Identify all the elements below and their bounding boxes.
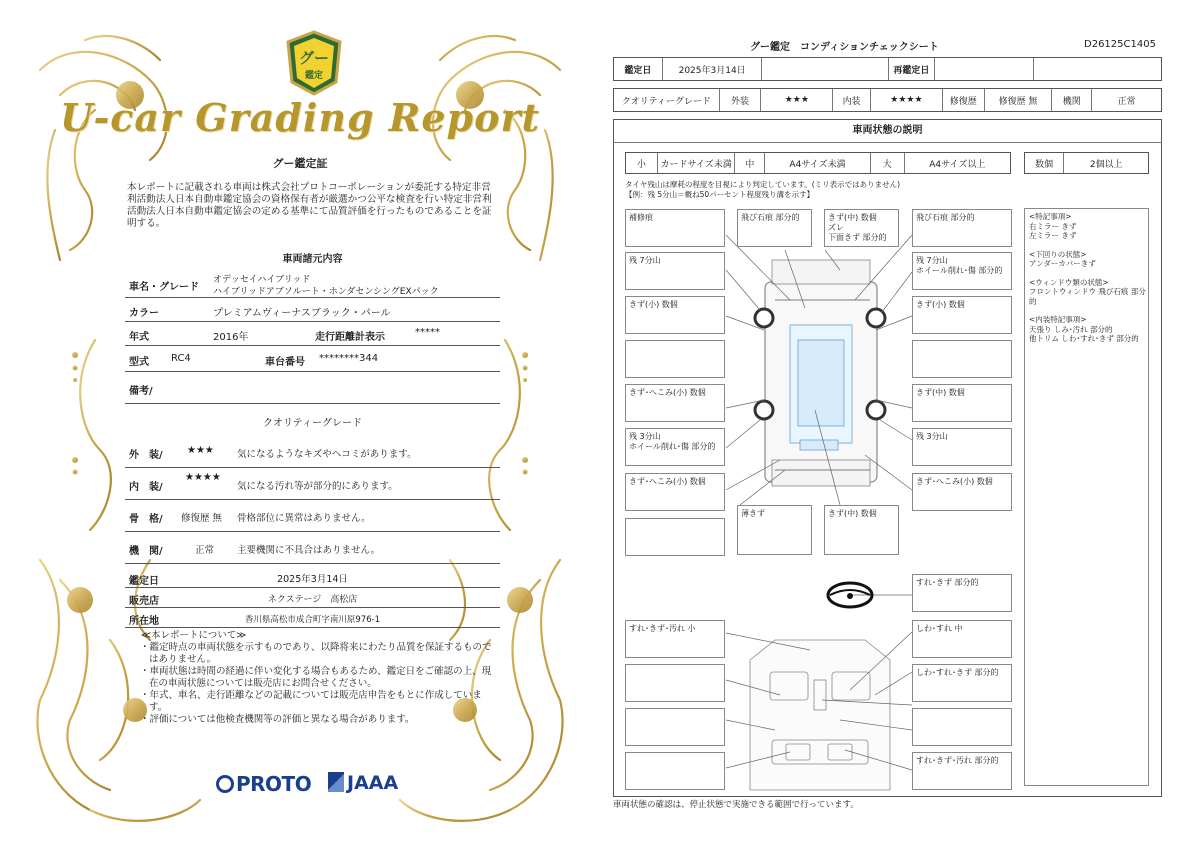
damage-box-front-right-tire: 残 7分山 ホイール削れ･傷 部分的 bbox=[912, 252, 1012, 290]
damage-box-rear-left-tire: 残 3分山 ホイール削れ･傷 部分的 bbox=[625, 428, 725, 466]
note-item: ・評価については他検査機関等の評価と異なる場合があります。 bbox=[140, 714, 415, 725]
appraisal-row-shop: 販売店 ネクステージ 高松店 bbox=[125, 588, 500, 608]
badge-text: グー bbox=[298, 49, 330, 67]
tire-note-2: 【例：残 5分山＝概ね50パーセント程度残り溝を示す】 bbox=[625, 190, 815, 199]
certificate-text: 本レポートに記載される車両は株式会社プロトコーポレーションが委託する特定非営利活動法人日本自動車鑑定協会の資格保有者が厳選かつ公平な検査を行い特定非営利活動法人日本自動車鑑定協会の定める基準にて品質評価を行ったものであることを証明する。 bbox=[127, 182, 492, 229]
proto-logo-icon bbox=[216, 775, 234, 793]
spec-section-title: 車両諸元内容 bbox=[282, 254, 343, 265]
damage-box-front-center-2: きず(中) 数個 ズレ 下面きず 部分的 bbox=[824, 209, 899, 247]
window-note: フロントウィンドウ 飛び石痕 部分的 bbox=[1029, 287, 1146, 306]
special-notes-box bbox=[1024, 208, 1149, 786]
goo-appraisal-badge bbox=[284, 30, 344, 96]
proto-logo: PROTO bbox=[216, 772, 311, 796]
window-title: <ウィンドウ類の状態> bbox=[1029, 277, 1109, 287]
interior-box-left-3 bbox=[625, 708, 725, 746]
size-legend: 小 カードサイズ未満 中 A4サイズ未満 大 A4サイズ以上 bbox=[625, 152, 1011, 174]
damage-box-rear-center-1: 薄きず bbox=[737, 505, 812, 555]
count-legend: 数個 2個以上 bbox=[1024, 152, 1149, 174]
undercarriage-note: アンダーカバーきず bbox=[1029, 259, 1096, 268]
damage-box-front-left-tire: 残 7分山 bbox=[625, 252, 725, 290]
special-note: 左ミラー きず bbox=[1029, 231, 1077, 240]
appraisal-row-address: 所在地 香川県高松市成合町字南川原976-1 bbox=[125, 608, 500, 628]
jaaa-logo-icon bbox=[328, 772, 344, 792]
damage-box-left-mid bbox=[625, 340, 725, 378]
sheet-id: D26125C1405 bbox=[1084, 39, 1156, 50]
undercarriage-title: <下回りの状態> bbox=[1029, 249, 1087, 259]
damage-box-rear-left-1: きず･へこみ(小) 数個 bbox=[625, 384, 725, 422]
notes-title: ≪本レポートについて≫ bbox=[141, 630, 247, 641]
damage-box-front-left-1: 補修痕 bbox=[625, 209, 725, 247]
quality-section-title: クオリティーグレード bbox=[263, 418, 362, 429]
note-item: ・車両状態は時間の経過に伴い変化する場合もあるため、鑑定日をご確認の上、現在の車両状態については販売店にお問合せください。 bbox=[140, 666, 492, 689]
damage-box-front-right-2: きず(小) 数個 bbox=[912, 296, 1012, 334]
spec-row-remarks: 備考/ bbox=[125, 372, 500, 404]
report-title: U-car Grading Report bbox=[59, 95, 541, 140]
interior-box-right-1: しわ･すれ 中 bbox=[912, 620, 1012, 658]
grade-table: クオリティーグレード 外装 ★★★ 内装 ★★★★ 修復歴 修復歴 無 機関 正常 bbox=[613, 88, 1162, 112]
quality-row-exterior: 外 装/ ★★★ 気になるようなキズやヘコミがあります。 bbox=[125, 436, 500, 468]
interior-box-right-4: すれ･きず･汚れ 部分的 bbox=[912, 752, 1012, 790]
interior-box-left-2 bbox=[625, 664, 725, 702]
quality-row-interior: 内 装/ ★★★★ 気になる汚れ等が部分的にあります。 bbox=[125, 468, 500, 500]
spec-row-color: カラー プレミアムヴィーナスブラック・パール bbox=[125, 298, 500, 322]
damage-box-rear-left-3 bbox=[625, 518, 725, 556]
damage-box-rear-right-tire: 残 3分山 bbox=[912, 428, 1012, 466]
condition-check-sheet bbox=[600, 0, 1200, 848]
interior-box-right-2: しわ･すれ･きず 部分的 bbox=[912, 664, 1012, 702]
interior-box-right-3 bbox=[912, 708, 1012, 746]
damage-box-front-right-1: 飛び石痕 部分的 bbox=[912, 209, 1012, 247]
interior-notes-title: <内装特記事項> bbox=[1029, 315, 1087, 324]
interior-box-left-4 bbox=[625, 752, 725, 790]
report-notes bbox=[137, 630, 497, 726]
note-item: ・年式、車名、走行距離などの記載については販売店申告をもとに作成しています。 bbox=[140, 690, 482, 713]
state-title: 車両状態の説明 bbox=[613, 119, 1162, 143]
spec-row-year: 年式 2016年 走行距離計表示 ***** bbox=[125, 322, 500, 346]
tire-note-1: タイヤ残山は摩耗の程度を目視により判定しています。(ミリ表示ではありません) bbox=[625, 180, 901, 189]
quality-row-engine: 機 関/ 正常 主要機関に不具合はありません。 bbox=[125, 532, 500, 564]
special-note: 右ミラー きず bbox=[1029, 221, 1077, 231]
date-table: 鑑定日 2025年3月14日 再鑑定日 bbox=[613, 57, 1162, 81]
interior-note: 他トリム しわ･すれ･きず 部分的 bbox=[1029, 334, 1139, 343]
damage-box-rear-left-2: きず･へこみ(小) 数個 bbox=[625, 473, 725, 511]
special-notes-title: <特記事項> bbox=[1029, 212, 1072, 221]
spec-row-model: 型式 RC4 車台番号 ********344 bbox=[125, 346, 500, 372]
jaaa-logo: JAAA bbox=[328, 772, 398, 794]
appraisal-row-date: 鑑定日 2025年3月14日 bbox=[125, 568, 500, 588]
badge-sub: 鑑定 bbox=[304, 71, 324, 81]
quality-row-frame: 骨 格/ 修復歴 無 骨格部位に異常はありません。 bbox=[125, 500, 500, 532]
damage-box-front-center-1: 飛び石痕 部分的 bbox=[737, 209, 812, 247]
spec-row-name: 車名・グレード オデッセイハイブリッド ハイブリッドアブソルート・ホンダセンシングEXパック bbox=[125, 268, 500, 298]
interior-note: 天張り しみ･汚れ 部分的 bbox=[1029, 324, 1113, 334]
damage-box-rear-right-1: きず(中) 数個 bbox=[912, 384, 1012, 422]
sheet-footer: 車両状態の確認は、停止状態で実施できる範囲で行っています。 bbox=[613, 800, 859, 810]
damage-box-rear-center-2: きず(中) 数個 bbox=[824, 505, 899, 555]
damage-box-right-mid bbox=[912, 340, 1012, 378]
damage-box-front-left-2: きず(小) 数個 bbox=[625, 296, 725, 334]
certificate-title: グー鑑定証 bbox=[272, 157, 328, 170]
steering-note-box: すれ･きず 部分的 bbox=[912, 574, 1012, 612]
sheet-title: グー鑑定 コンディションチェックシート bbox=[750, 42, 939, 53]
damage-box-rear-right-2: きず･へこみ(小) 数個 bbox=[912, 473, 1012, 511]
note-item: ・鑑定時点の車両状態を示すものであり、以降将来にわたり品質を保証するものではありません。 bbox=[140, 642, 492, 665]
interior-box-left-1: すれ･きず･汚れ 小 bbox=[625, 620, 725, 658]
